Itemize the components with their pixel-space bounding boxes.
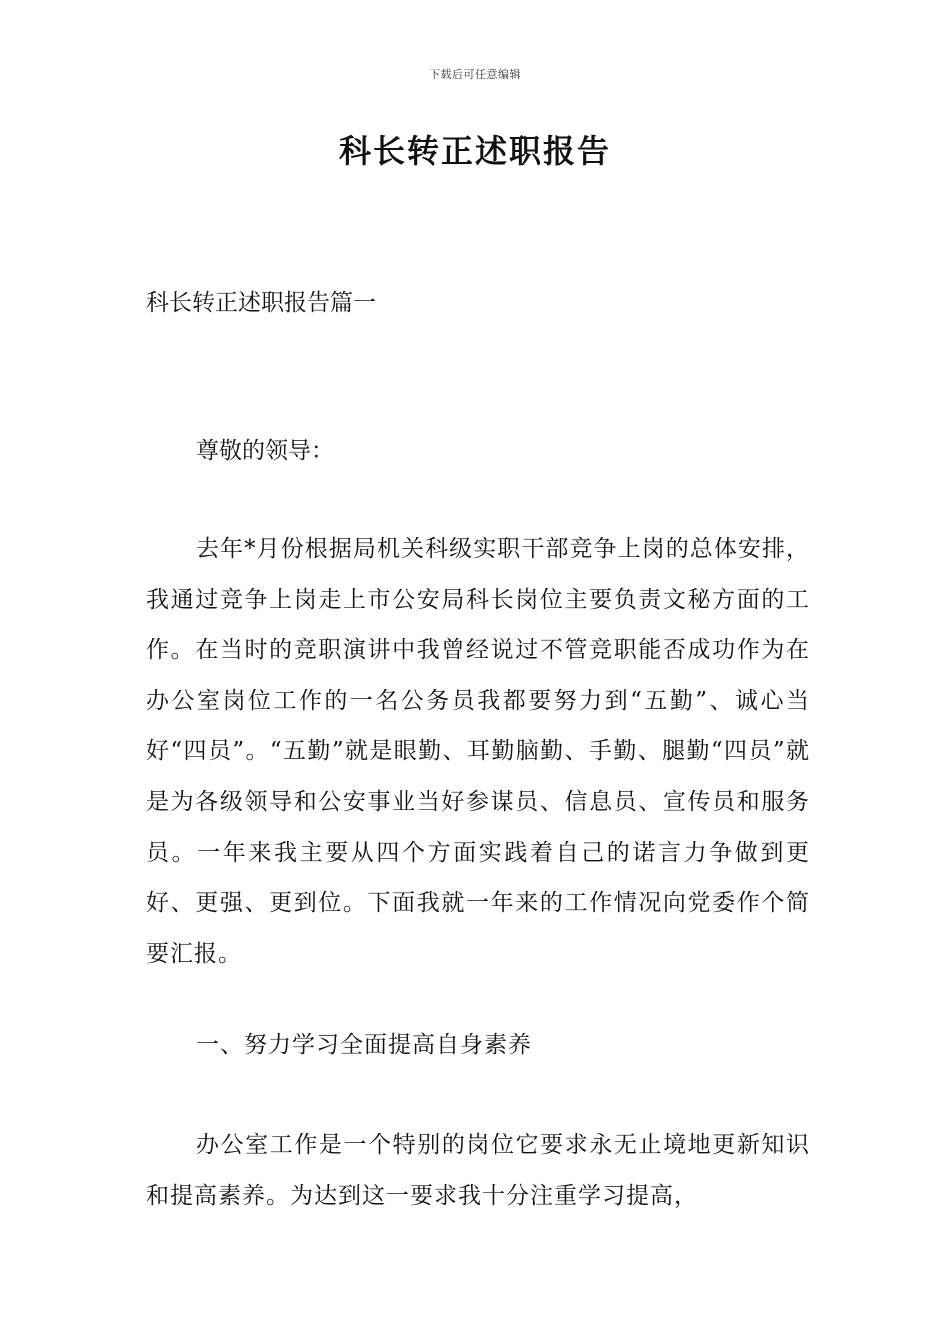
body-paragraph: 办公室工作是一个特别的岗位它要求永无止境地更新知识和提高素养。为达到这一要求我十分注重学习提高， bbox=[146, 1132, 810, 1209]
body-paragraph: 去年*月份根据局机关科级实职干部竞争上岗的总体安排，我通过竞争上岗走上市公安局科长岗位主要负责文秘方面的工作。在当时的竞职演讲中我曾经说过不管竞职能否成功作为在办公室岗位工作的一名公务员我都要努力到“五勤”、诚心当好“四员”。“五勤”就是眼勤、耳勤脑勤、手勤、腿勤“四员”就是为各级领导和公安事业当好参谋员、信息员、宣传员和服务员。一年来我主要从四个方面实践着自己的诺言力争做到更好、更强、更到位。下面我就一年来的工作情况向党委作个简要汇报。 bbox=[146, 536, 810, 967]
section-title: 科长转正述职报告篇一 bbox=[146, 290, 376, 316]
subsection-heading: 一、努力学习全面提高自身素养 bbox=[196, 1032, 532, 1058]
salutation: 尊敬的领导： bbox=[196, 438, 334, 464]
header-note: 下载后可任意编辑 bbox=[429, 68, 521, 81]
document-title: 科长转正述职报告 bbox=[338, 132, 611, 170]
